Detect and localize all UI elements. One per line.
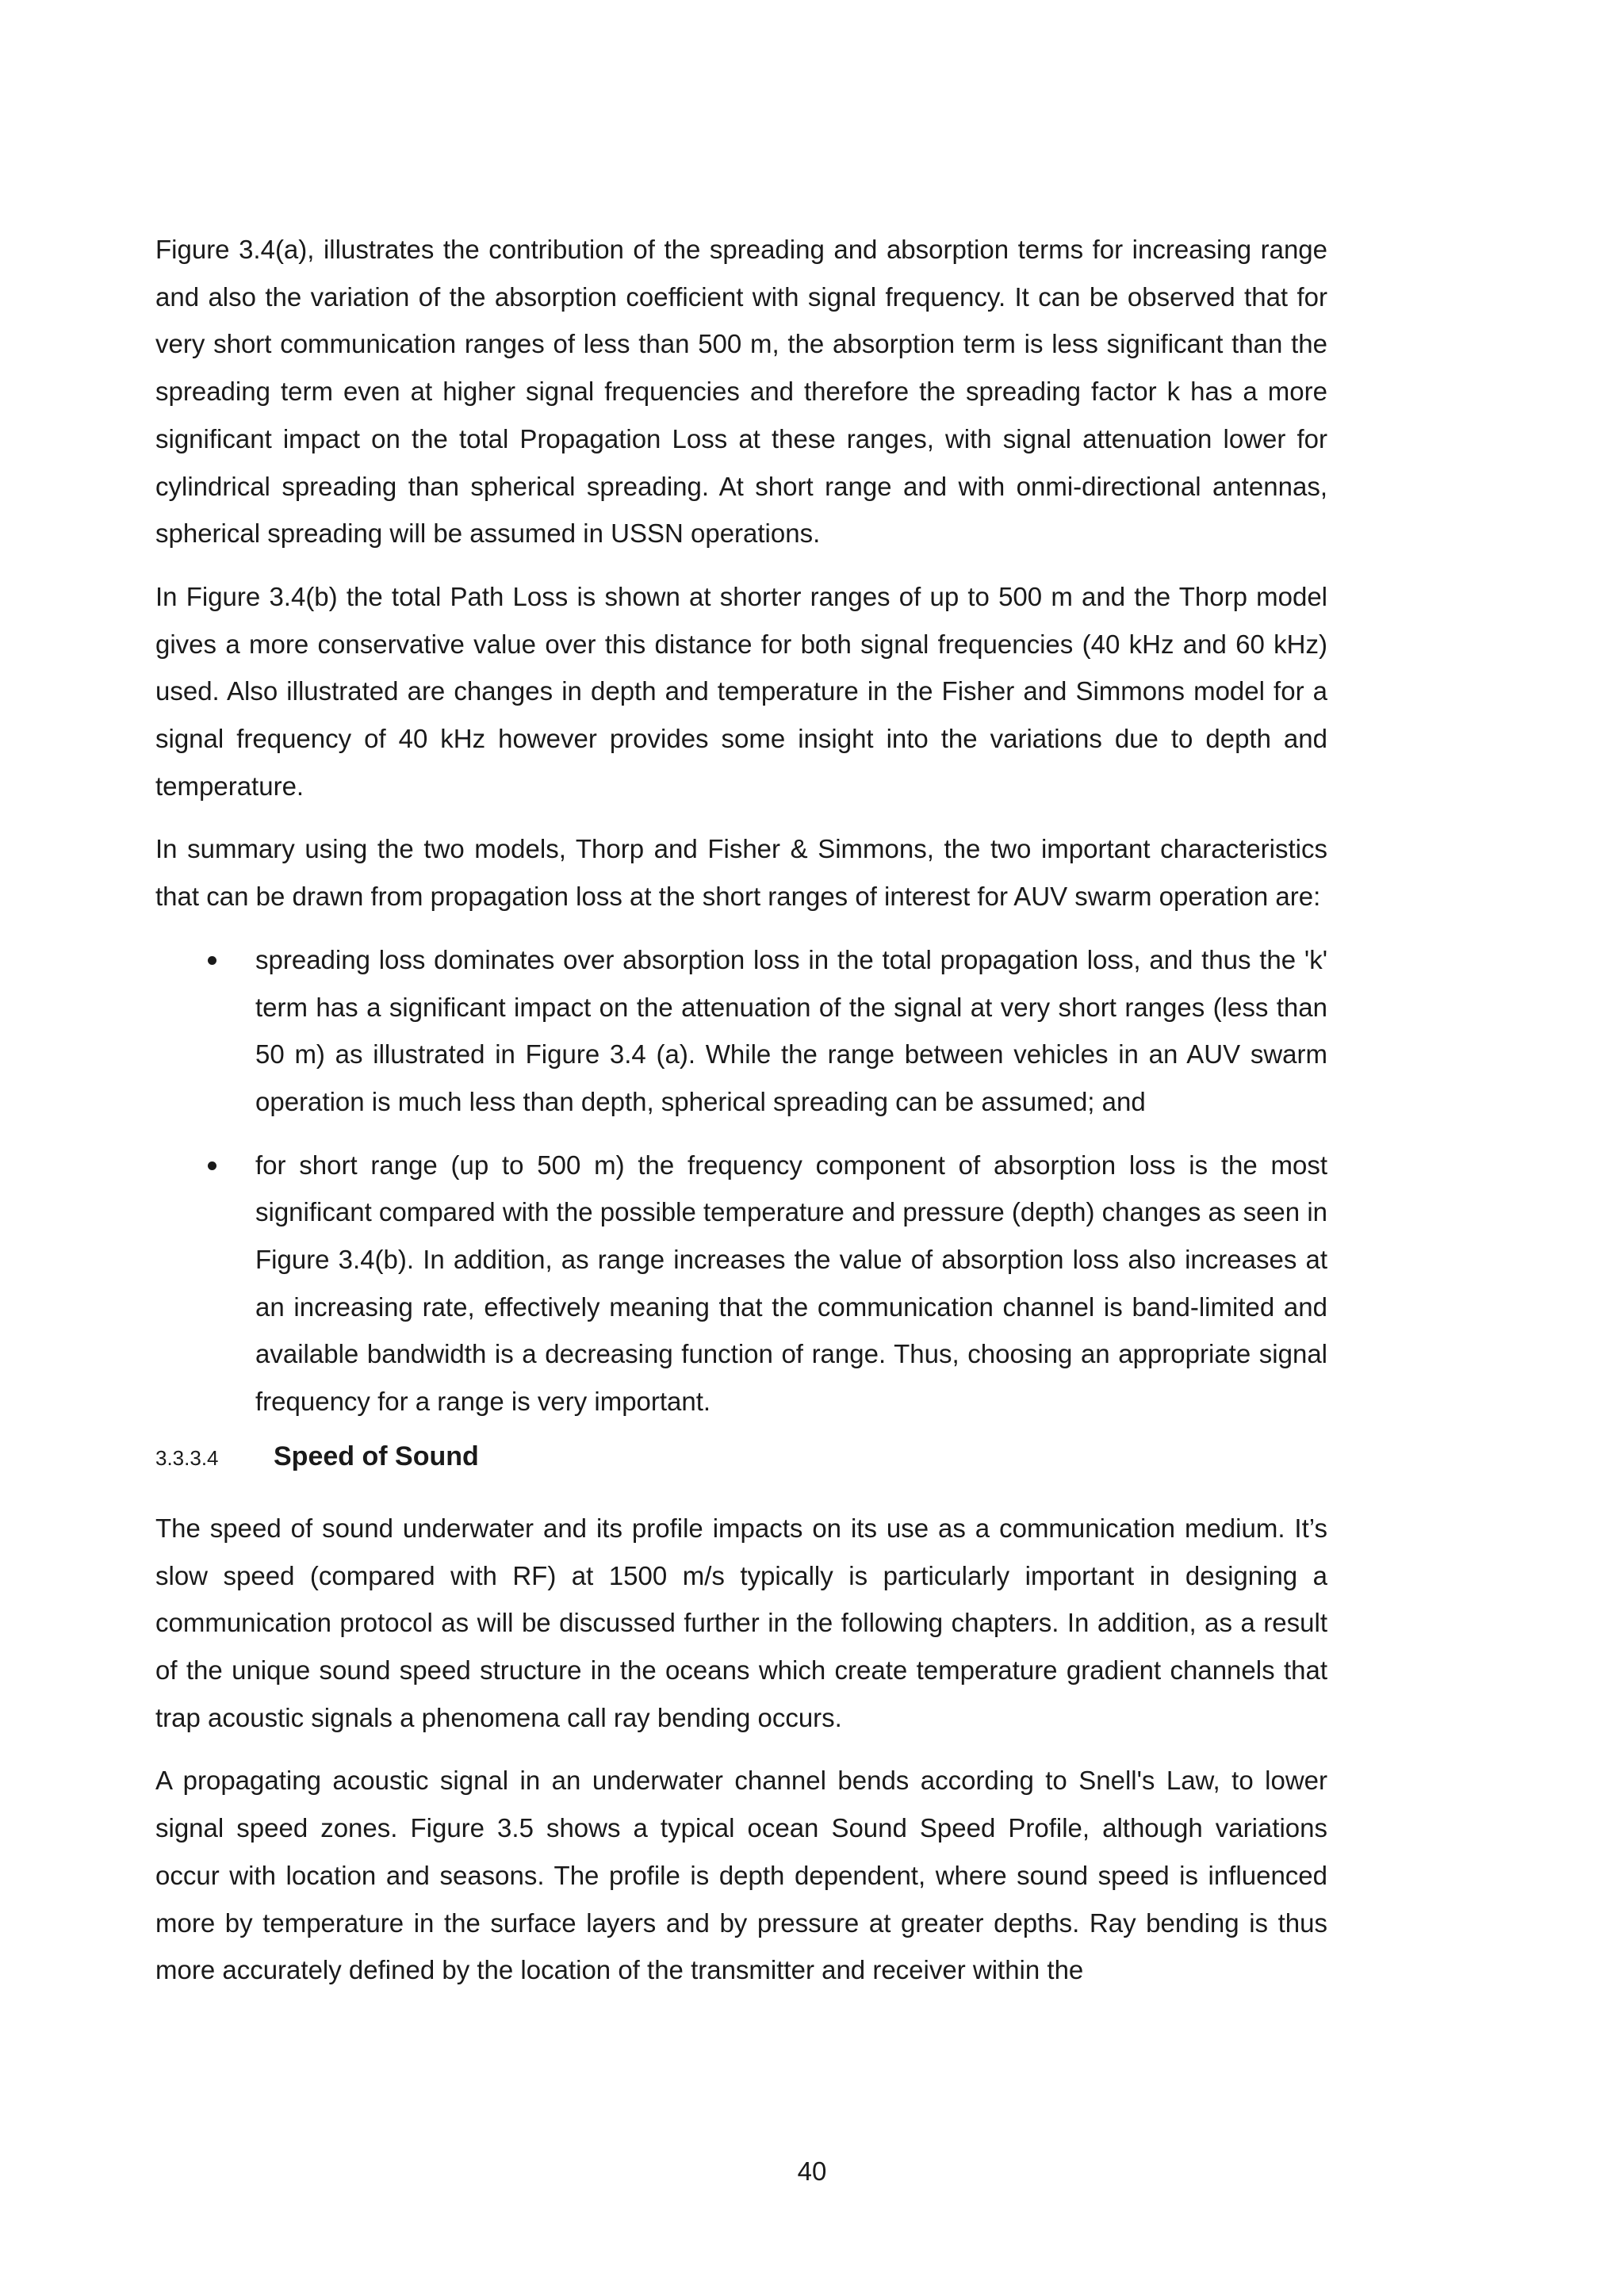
page-body <box>155 226 1327 2010</box>
bullet-text: for short range (up to 500 m) the frequency component of absorption loss is the most significant compared with the possible temperature and pressure (depth) changes as seen in Figure 3.4(b). In addition, as range increases the value of absorption loss also increases at an increasing rate, effectively meaning that the communication channel is band-limited and available bandwidth is a decreasing function of range. Thus, choosing an appropriate signal frequency for a range is very important. <box>255 1150 1327 1417</box>
paragraph-figure-3-4a: Figure 3.4(a), illustrates the contribution of the spreading and absorption terms for increasing range and also the variation of the absorption coefficient with signal frequency. It can be observed that for very short communication ranges of less than 500 m, the absorption term is less significant than the spreading term even at higher signal frequencies and therefore the spreading factor k has a more significant impact on the total Propagation Loss at these ranges, with signal attenuation lower for cylindrical spreading than spherical spreading. At short range and with onmi-directional antennas, spherical spreading will be assumed in USSN operations. <box>155 235 1327 549</box>
page-number: 40 <box>797 2156 827 2186</box>
section-title: Speed of Sound <box>274 1441 479 1471</box>
bullet-text: spreading loss dominates over absorption loss in the total propagation loss, and thus the 'k' term has a significant impact on the attenuation of the signal at very short ranges (less than 50 m) as illustrated in Figure 3.4 (a). While the range between vehicles in an AUV swarm operation is much less than depth, spherical spreading can be assumed; and <box>255 944 1327 1116</box>
bullet-dot-icon <box>208 956 216 965</box>
paragraph-figure-3-4b: In Figure 3.4(b) the total Path Loss is shown at shorter ranges of up to 500 m and the Thorp model gives a more conservative value over this distance for both signal frequencies (40 kHz and 60 kHz) used. Also illustrated are changes in depth and temperature in the Fisher and Simmons model for a signal frequency of 40 kHz however provides some insight into the variations due to depth and temperature. <box>155 581 1327 801</box>
paragraph-speed-of-sound: The speed of sound underwater and its profile impacts on its use as a communication medium. It’s slow speed (compared with RF) at 1500 m/s typically is particularly important in designing a communication protocol as will be discussed further in the following chapters. In addition, as a result of the unique sound speed structure in the oceans which create temperature gradient channels that trap acoustic signals a phenomena call ray bending occurs. <box>155 1513 1327 1732</box>
paragraph-ray-bending: A propagating acoustic signal in an underwater channel bends according to Snell's Law, to lower signal speed zones. Figure 3.5 shows a typical ocean Sound Speed Profile, although variations occur with location and seasons. The profile is depth dependent, where sound speed is influenced more by temperature in the surface layers and by pressure at greater depths. Ray bending is thus more accurately defined by the location of the transmitter and receiver within the <box>155 1766 1327 1985</box>
bullet-list <box>155 936 1327 1425</box>
section-heading <box>155 1441 1327 1489</box>
bullet-item-short-range <box>155 1142 1327 1425</box>
bullet-item-spreading-loss <box>155 936 1327 1126</box>
section-number: 3.3.3.4 <box>155 1445 219 1470</box>
paragraph-summary: In summary using the two models, Thorp and Fisher & Simmons, the two important characteristics that can be drawn from propagation loss at the short ranges of interest for AUV swarm operation are: <box>155 834 1327 912</box>
bullet-dot-icon <box>208 1161 216 1170</box>
